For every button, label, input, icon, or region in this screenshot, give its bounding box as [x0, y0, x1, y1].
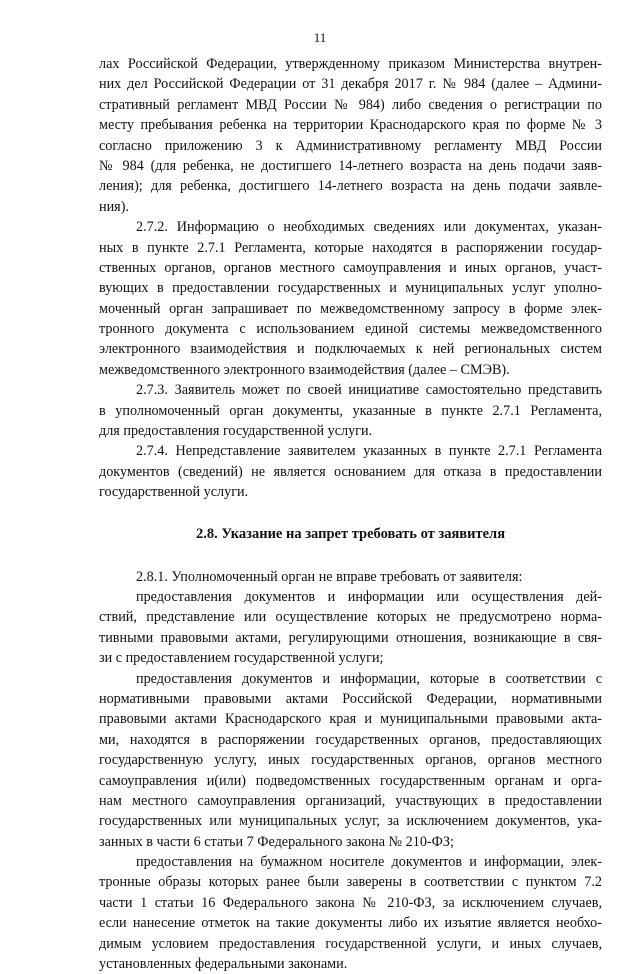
text-line: 2.7.3. Заявитель может по своей инициативе самостоятельно представить [136, 382, 602, 399]
paragraph-list1 [99, 587, 602, 669]
text-line: согласно приложению 3 к Административному регламенту МВД России [99, 137, 602, 154]
section-heading: 2.8. Указание на запрет требовать от заявителя [195, 526, 506, 543]
text-line: зи с предоставлением государственной услуги; [99, 650, 384, 667]
text-line: электронного взаимодействия и подключаемых к ней региональных систем [99, 341, 602, 358]
text-line: ственных органов, органов местного самоуправления и иных органов, участ- [99, 259, 602, 276]
text-line: ления); для ребенка, достигшего 14-летнего возраста на день подачи заявле- [99, 178, 602, 195]
text-line: них дел Российской Федерации от 31 декабря 2017 г. № 984 (далее – Админи- [99, 76, 602, 93]
text-line: предоставления документов и информации или осуществления дей- [136, 588, 602, 605]
text-line: тронные образы которых ранее были заверены в соответствии с пунктом 7.2 [99, 874, 602, 891]
paragraph-list2 [99, 669, 602, 853]
text-line: ния). [99, 198, 129, 215]
paragraph-cont [99, 54, 602, 217]
paragraph-p273 [99, 380, 602, 441]
text-line: документов (сведений) не является основанием для отказа в предоставлении [99, 463, 602, 480]
text-line: димым условием предоставления государственной услуги, и иных случаев, [99, 935, 602, 952]
text-line: предоставления на бумажном носителе документов и информации, элек- [136, 854, 602, 871]
text-line: установленных федеральными законами. [99, 956, 348, 973]
document-body [99, 54, 602, 974]
text-line: 2.7.4. Непредставление заявителем указанных в пункте 2.7.1 Регламента [136, 443, 602, 460]
text-line: части 1 статьи 16 Федерального закона № 210-ФЗ, за исключением случаев, [99, 894, 602, 911]
section-heading-row [99, 503, 602, 567]
text-line: тивными правовыми актами, регулирующими отношения, возникающие в свя- [99, 629, 602, 646]
text-line: если нанесение отметок на такие документы либо их изъятие является необхо- [99, 915, 602, 932]
text-line: 2.7.2. Информацию о необходимых сведениях или документах, указан- [136, 219, 602, 236]
text-line: ствий, представление или осуществление которых не предусмотрено норма- [99, 609, 602, 626]
text-line: предоставления документов и информации, которые в соответствии с [136, 670, 602, 687]
text-line: нам местного самоуправления организаций, участвующих в предоставлении [99, 792, 602, 809]
text-line: государственную услугу, иных государственных органов, органов местного [99, 752, 602, 769]
paragraph-p272 [99, 217, 602, 380]
text-line: самоуправления и(или) подведомственных государственным органам и орга- [99, 772, 602, 789]
text-line: ных в пункте 2.7.1 Регламента, которые находятся в распоряжении государ- [99, 239, 602, 256]
text-line: для предоставления государственной услуги. [99, 423, 373, 440]
text-line: вующих в предоставлении государственных и муниципальных услуг уполно- [99, 280, 602, 297]
text-line: лах Российской Федерации, утвержденному приказом Министерства внутрен- [99, 56, 602, 72]
text-line: 2.8.1. Уполномоченный орган не вправе требовать от заявителя: [136, 568, 523, 585]
text-line: моченный орган запрашивает по межведомственному запросу в форме элек- [99, 300, 602, 317]
text-line: ми, находятся в распоряжении государственных органов, предоставляющих [99, 731, 602, 748]
text-line: в уполномоченный орган документы, указанные в пункте 2.7.1 Регламента, [99, 402, 602, 419]
text-line: межведомственного электронного взаимодействия (далее – СМЭВ). [99, 361, 510, 378]
text-line: государственной услуги. [99, 484, 249, 501]
page-number: 11 [313, 30, 327, 45]
paragraph-p281 [99, 567, 602, 587]
paragraph-list3 [99, 852, 602, 974]
text-line: занных в части 6 статьи 7 Федерального закона № 210-ФЗ; [99, 833, 454, 850]
text-line: месту пребывания ребенка на территории Краснодарского края по форме № 3 [99, 117, 602, 134]
text-line: № 984 (для ребенка, не достигшего 14-летнего возраста на день подачи заяв- [99, 157, 602, 174]
section-2-8 [99, 567, 602, 974]
text-line: правовыми актами Краснодарского края и муниципальными правовыми акта- [99, 711, 602, 728]
paragraph-p274 [99, 441, 602, 502]
text-line: государственных или муниципальных услуг, за исключением документов, ука- [99, 813, 602, 830]
text-line: нормативными правовыми актами Российской Федерации, нормативными [99, 690, 602, 707]
text-line: стративный регламент МВД России № 984) либо сведения о регистрации по [99, 96, 602, 113]
text-line: тронного документа с использованием единой системы межведомственного [99, 321, 602, 338]
section-2-7-continuation [99, 54, 602, 503]
